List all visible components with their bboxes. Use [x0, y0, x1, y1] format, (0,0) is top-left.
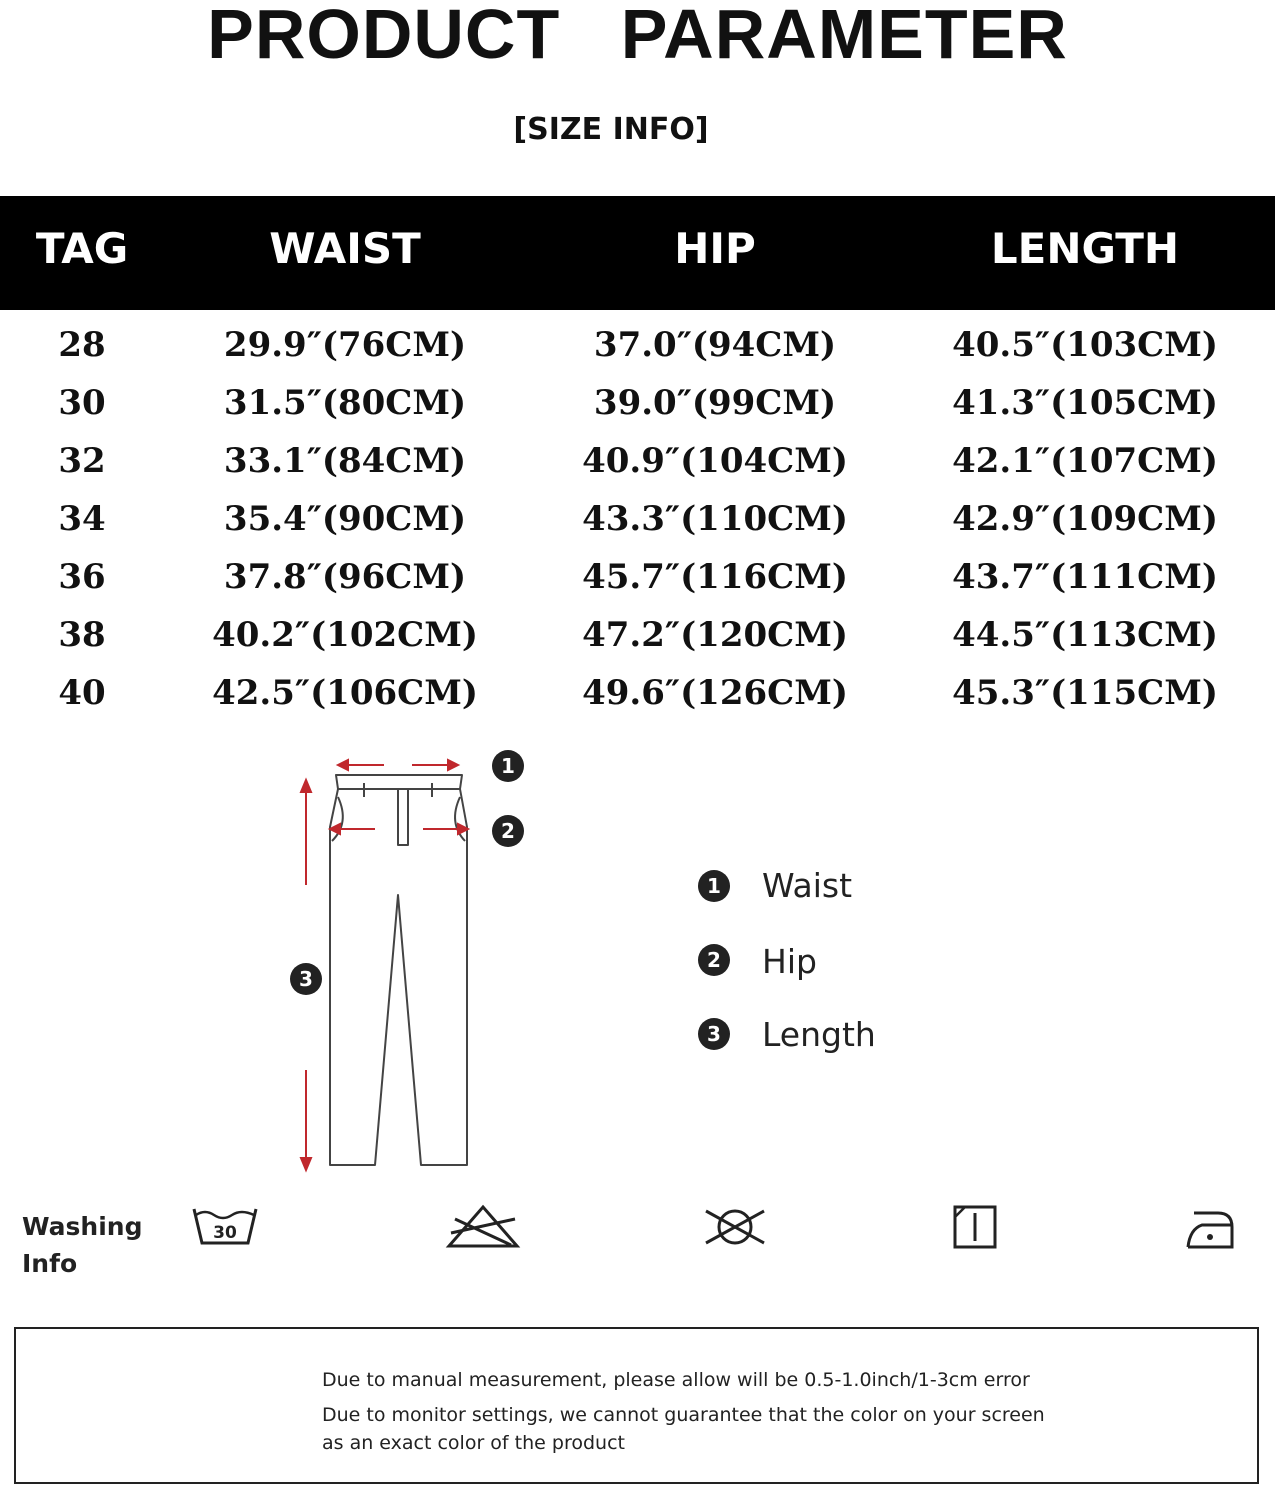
iron-low-icon — [1180, 1203, 1240, 1251]
cell-waist: 33.1″(84CM) — [223, 441, 467, 481]
no-tumble-dry-icon — [700, 1203, 770, 1251]
cell-tag: 38 — [58, 615, 106, 655]
cell-length: 43.7″(111CM) — [952, 557, 1218, 597]
legend-label-waist: Waist — [762, 866, 853, 905]
table-row — [0, 548, 1275, 606]
disclaimer-line-2: Due to monitor settings, we cannot guarantee that the color on your screen — [322, 1404, 1045, 1426]
cell-waist: 29.9″(76CM) — [223, 325, 467, 365]
cell-waist: 42.5″(106CM) — [212, 673, 478, 713]
cell-length: 45.3″(115CM) — [952, 673, 1218, 713]
disclaimer-line-3: as an exact color of the product — [322, 1432, 625, 1454]
wash-30-icon — [190, 1205, 260, 1249]
legend-marker: 3 — [698, 1018, 730, 1050]
disclaimer-line-1: Due to manual measurement, please allow will be 0.5-1.0inch/1-3cm error — [322, 1369, 1030, 1391]
marker-3: 3 — [290, 963, 322, 995]
page-title: PRODUCT PARAMETER — [207, 0, 1068, 73]
cell-hip: 49.6″(126CM) — [582, 673, 848, 713]
cell-hip: 47.2″(120CM) — [582, 615, 848, 655]
table-row — [0, 432, 1275, 490]
measure-arrows — [301, 760, 468, 1170]
legend-label-hip: Hip — [762, 942, 817, 981]
pants-diagram — [280, 745, 540, 1180]
cell-length: 42.9″(109CM) — [952, 499, 1218, 539]
cell-tag: 34 — [58, 499, 106, 539]
cell-hip: 39.0″(99CM) — [593, 383, 837, 423]
cell-tag: 36 — [58, 557, 106, 597]
cell-hip: 43.3″(110CM) — [582, 499, 848, 539]
page-subtitle: [SIZE INFO] — [513, 112, 709, 147]
washing-label-line2: Info — [22, 1249, 78, 1278]
table-row — [0, 374, 1275, 432]
table-row — [0, 664, 1275, 722]
legend-marker: 2 — [698, 944, 730, 976]
header-tag: TAG — [35, 224, 129, 273]
table-row — [0, 490, 1275, 548]
marker-2: 2 — [492, 815, 524, 847]
cell-hip: 45.7″(116CM) — [582, 557, 848, 597]
cell-length: 41.3″(105CM) — [952, 383, 1218, 423]
cell-length: 44.5″(113CM) — [952, 615, 1218, 655]
washing-label-line1: Washing — [22, 1212, 143, 1241]
washing-info-label — [22, 1208, 143, 1282]
cell-tag: 32 — [58, 441, 106, 481]
legend-label-length: Length — [762, 1015, 876, 1054]
cell-hip: 37.0″(94CM) — [593, 325, 837, 365]
cell-hip: 40.9″(104CM) — [582, 441, 848, 481]
cell-waist: 31.5″(80CM) — [223, 383, 467, 423]
cell-tag: 30 — [58, 383, 106, 423]
marker-1: 1 — [492, 750, 524, 782]
disclaimer-box — [14, 1327, 1259, 1484]
header-length: LENGTH — [990, 224, 1180, 273]
cell-waist: 35.4″(90CM) — [223, 499, 467, 539]
cell-waist: 40.2″(102CM) — [212, 615, 478, 655]
pants-outline — [330, 775, 467, 1165]
size-table-header — [0, 196, 1275, 310]
cell-length: 42.1″(107CM) — [952, 441, 1218, 481]
cell-waist: 37.8″(96CM) — [223, 557, 467, 597]
cell-length: 40.5″(103CM) — [952, 325, 1218, 365]
table-row — [0, 316, 1275, 374]
legend-marker: 1 — [698, 870, 730, 902]
line-dry-icon — [950, 1203, 1000, 1251]
no-bleach-icon — [445, 1203, 521, 1251]
header-waist: WAIST — [269, 224, 421, 273]
cell-tag: 40 — [58, 673, 106, 713]
cell-tag: 28 — [58, 325, 106, 365]
table-row — [0, 606, 1275, 664]
header-hip: HIP — [674, 224, 756, 273]
wash-temp-text: 30 — [213, 1223, 237, 1243]
